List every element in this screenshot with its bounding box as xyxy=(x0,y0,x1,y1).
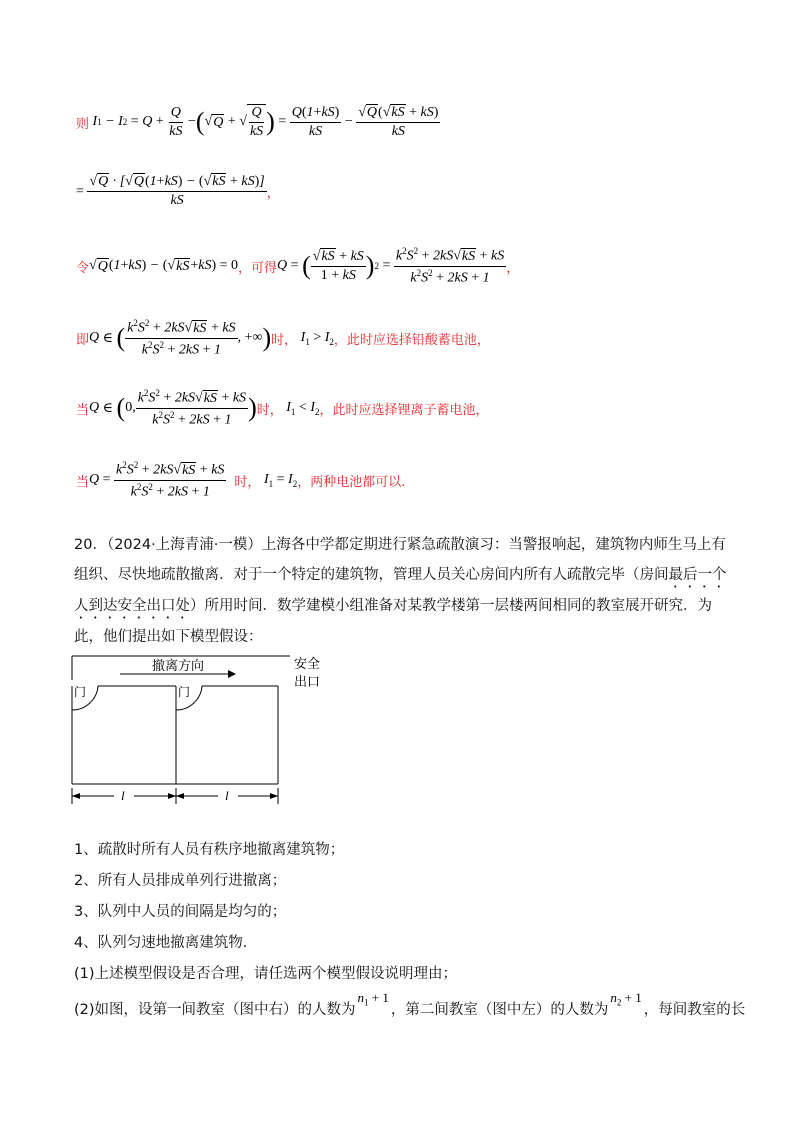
line1-prefix: 则 xyxy=(76,116,90,132)
formula-i1-eq-i2: $I_1 = I_2$ xyxy=(260,471,298,489)
line4-end: ，此时应选择铅酸蓄电池， xyxy=(333,332,490,348)
problem-text-a: 20．（2024·上海青浦·一模）上海各中学都定期进行紧急疏散演习：当警报响起，建筑物内师生马上有组织、尽快地疏散撤离．对于一个特定的建筑物，管理人员关心房间内所有人疏散完毕（房间 xyxy=(74,537,726,583)
exit-label-1: 安全 xyxy=(294,657,321,672)
length-label-left: l xyxy=(121,788,125,803)
line2-suffix: ， xyxy=(266,186,280,201)
equation-line-4 xyxy=(76,318,490,358)
line6-prefix: 当 xyxy=(76,474,90,490)
equation-line-1 xyxy=(76,104,440,140)
line5-prefix: 当 xyxy=(76,402,90,418)
line4-suffix: 时， xyxy=(271,332,298,348)
formula-i1-lt-i2: $I_1 < I_2$ xyxy=(282,399,320,417)
line3-prefix: 令 xyxy=(76,260,90,276)
line4-prefix: 即 xyxy=(76,332,90,348)
line5-suffix: 时， xyxy=(256,402,283,418)
door-label-right: 门 xyxy=(178,685,191,699)
line5-end: ，此时应选择锂离子蓄电池， xyxy=(319,402,489,418)
direction-label: 撤离方向 xyxy=(152,659,205,674)
door-label-left: 门 xyxy=(74,685,87,699)
problem-text-emphasis: 最后一个人到达安全出口处 xyxy=(74,567,727,614)
formula-equal-case: Q = $\frac{k^2S^2 + 2kS√kS + kS}{k^2S^2 + 2kS + 1}$ xyxy=(89,460,225,500)
question2-part-b: ，第二间教室（图中左）的人数为 xyxy=(390,1002,609,1018)
formula-n1-plus-1: $n_1 + 1$ xyxy=(357,989,389,1008)
equation-line-3 xyxy=(76,246,519,286)
equation-line-6 xyxy=(76,460,405,500)
assumption-2: 2、所有人员排成单列行进撤离； xyxy=(74,873,287,889)
formula-i1-gt-i2: $I_1 > I_2$ xyxy=(297,329,334,347)
assumption-3: 3、队列中人员的间隔是均匀的； xyxy=(74,904,287,920)
equation-line-2 xyxy=(76,174,280,209)
question2-part-a: (2)如图，设第一间教室（图中右）的人数为 xyxy=(74,1002,356,1018)
evacuation-figure xyxy=(60,650,330,810)
assumption-1: 1、疏散时所有人员有秩序地撤离建筑物； xyxy=(74,842,345,858)
length-label-right: l xyxy=(225,788,229,803)
formula-q-value: Q = ( $\frac{√kS + kS}{1 + kS}$ ) 2 = $\frac{k^2S^2 + 2kS√kS + kS}{k^2S^2 + 2kS + 1}$ xyxy=(277,246,505,286)
assumption-4: 4、队列匀速地撤离建筑物． xyxy=(74,935,258,951)
question-2 xyxy=(74,989,746,1019)
equation-line-5 xyxy=(76,388,489,428)
problem-20-text xyxy=(74,530,734,652)
line6-suffix: 时， xyxy=(234,474,261,490)
line3-suffix: ， xyxy=(506,260,520,276)
arrow-right-icon xyxy=(228,670,236,678)
formula-range-1: Q ∈ ( $\frac{k^2S^2 + 2kS√kS + kS}{k^2S^2 + 2kS + 1}$ , +∞ ) xyxy=(89,318,272,358)
formula-range-2: Q ∈ ( 0, $\frac{k^2S^2 + 2kS√kS + kS}{k^2S^2 + 2kS + 1}$ ) xyxy=(89,388,257,428)
question-1: (1)上述模型假设是否合理，请任选两个模型假设说明理由； xyxy=(74,966,458,982)
line6-end: ，两种电池都可以. xyxy=(297,474,406,490)
exit-label-2: 出口 xyxy=(294,675,321,690)
formula-n2-plus-1: $n_2 + 1$ xyxy=(610,989,642,1008)
question2-part-c: ，每间教室的长 xyxy=(643,1002,746,1018)
formula-simplified: = $\frac{√Q \cdot [√Q(1+kS) - (√kS + kS)]}{kS}$ xyxy=(76,174,265,208)
problem-text-b: ）所用时间．数学建模小组准备对某教学楼第一层楼两间相同的教室展开研究．为此，他们提出如下模型假设： xyxy=(74,598,712,645)
line3-middle: ，可得 xyxy=(238,260,278,276)
formula-difference: I 1 − I 2 = Q + $\frac{Q}{kS}$ − ( √ Q + √ $\frac{Q}{kS}$ ) = $\frac{Q(1+kS)}{kS}$ − $\frac{√Q(√kS + kS)}{kS}$ xyxy=(89,104,439,139)
formula-condition: √ Q ( 1 + kS ) − ( √ kS + kS ) = 0 xyxy=(89,258,239,274)
